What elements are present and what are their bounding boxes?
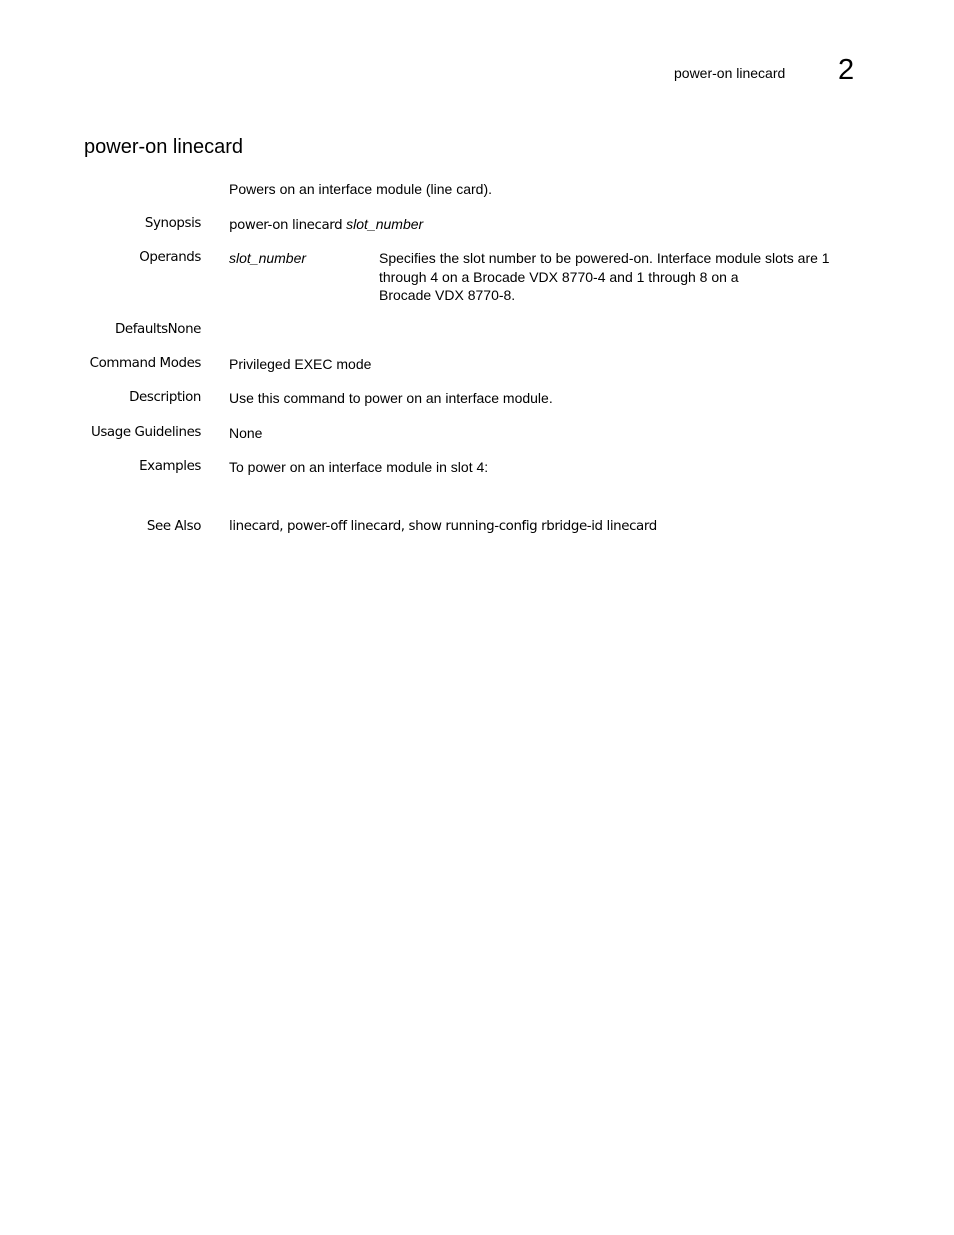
defaults-label: DefaultsNone xyxy=(114,322,201,337)
synopsis-label: Synopsis xyxy=(144,216,201,231)
operand-description-line: Brocade VDX 8770-8. xyxy=(379,287,516,303)
synopsis-value xyxy=(229,215,423,235)
examples-label: Examples xyxy=(139,459,201,474)
description-label: Description xyxy=(129,390,201,405)
operand-name: slot_number xyxy=(229,250,307,266)
synopsis-command: power-on linecard xyxy=(229,218,343,233)
summary-text: Powers on an interface module (line card). xyxy=(229,181,493,197)
see-also-label: See Also xyxy=(146,519,201,534)
page-title: power-on linecard xyxy=(84,136,243,158)
chapter-number: 2 xyxy=(838,54,855,86)
command-modes-value: Privileged EXEC mode xyxy=(229,356,372,372)
operands-label: Operands xyxy=(139,250,201,265)
operand-description-line: Specifies the slot number to be powered-on. Interface module slots are 1 xyxy=(379,250,830,266)
operand-description xyxy=(379,249,869,305)
see-also-links[interactable]: linecard, power-off linecard, show running-config rbridge-id linecard xyxy=(229,519,657,534)
description-value: Use this command to power on an interface module. xyxy=(229,390,553,406)
running-header-title: power-on linecard xyxy=(674,65,786,81)
command-modes-label: Command Modes xyxy=(89,356,201,371)
synopsis-argument: slot_number xyxy=(346,216,424,232)
examples-value: To power on an interface module in slot 4: xyxy=(229,459,489,475)
operand-description-line: through 4 on a Brocade VDX 8770-4 and 1 through 8 on a xyxy=(379,268,739,285)
usage-guidelines-value: None xyxy=(229,425,263,441)
usage-guidelines-label: Usage Guidelines xyxy=(90,425,201,440)
